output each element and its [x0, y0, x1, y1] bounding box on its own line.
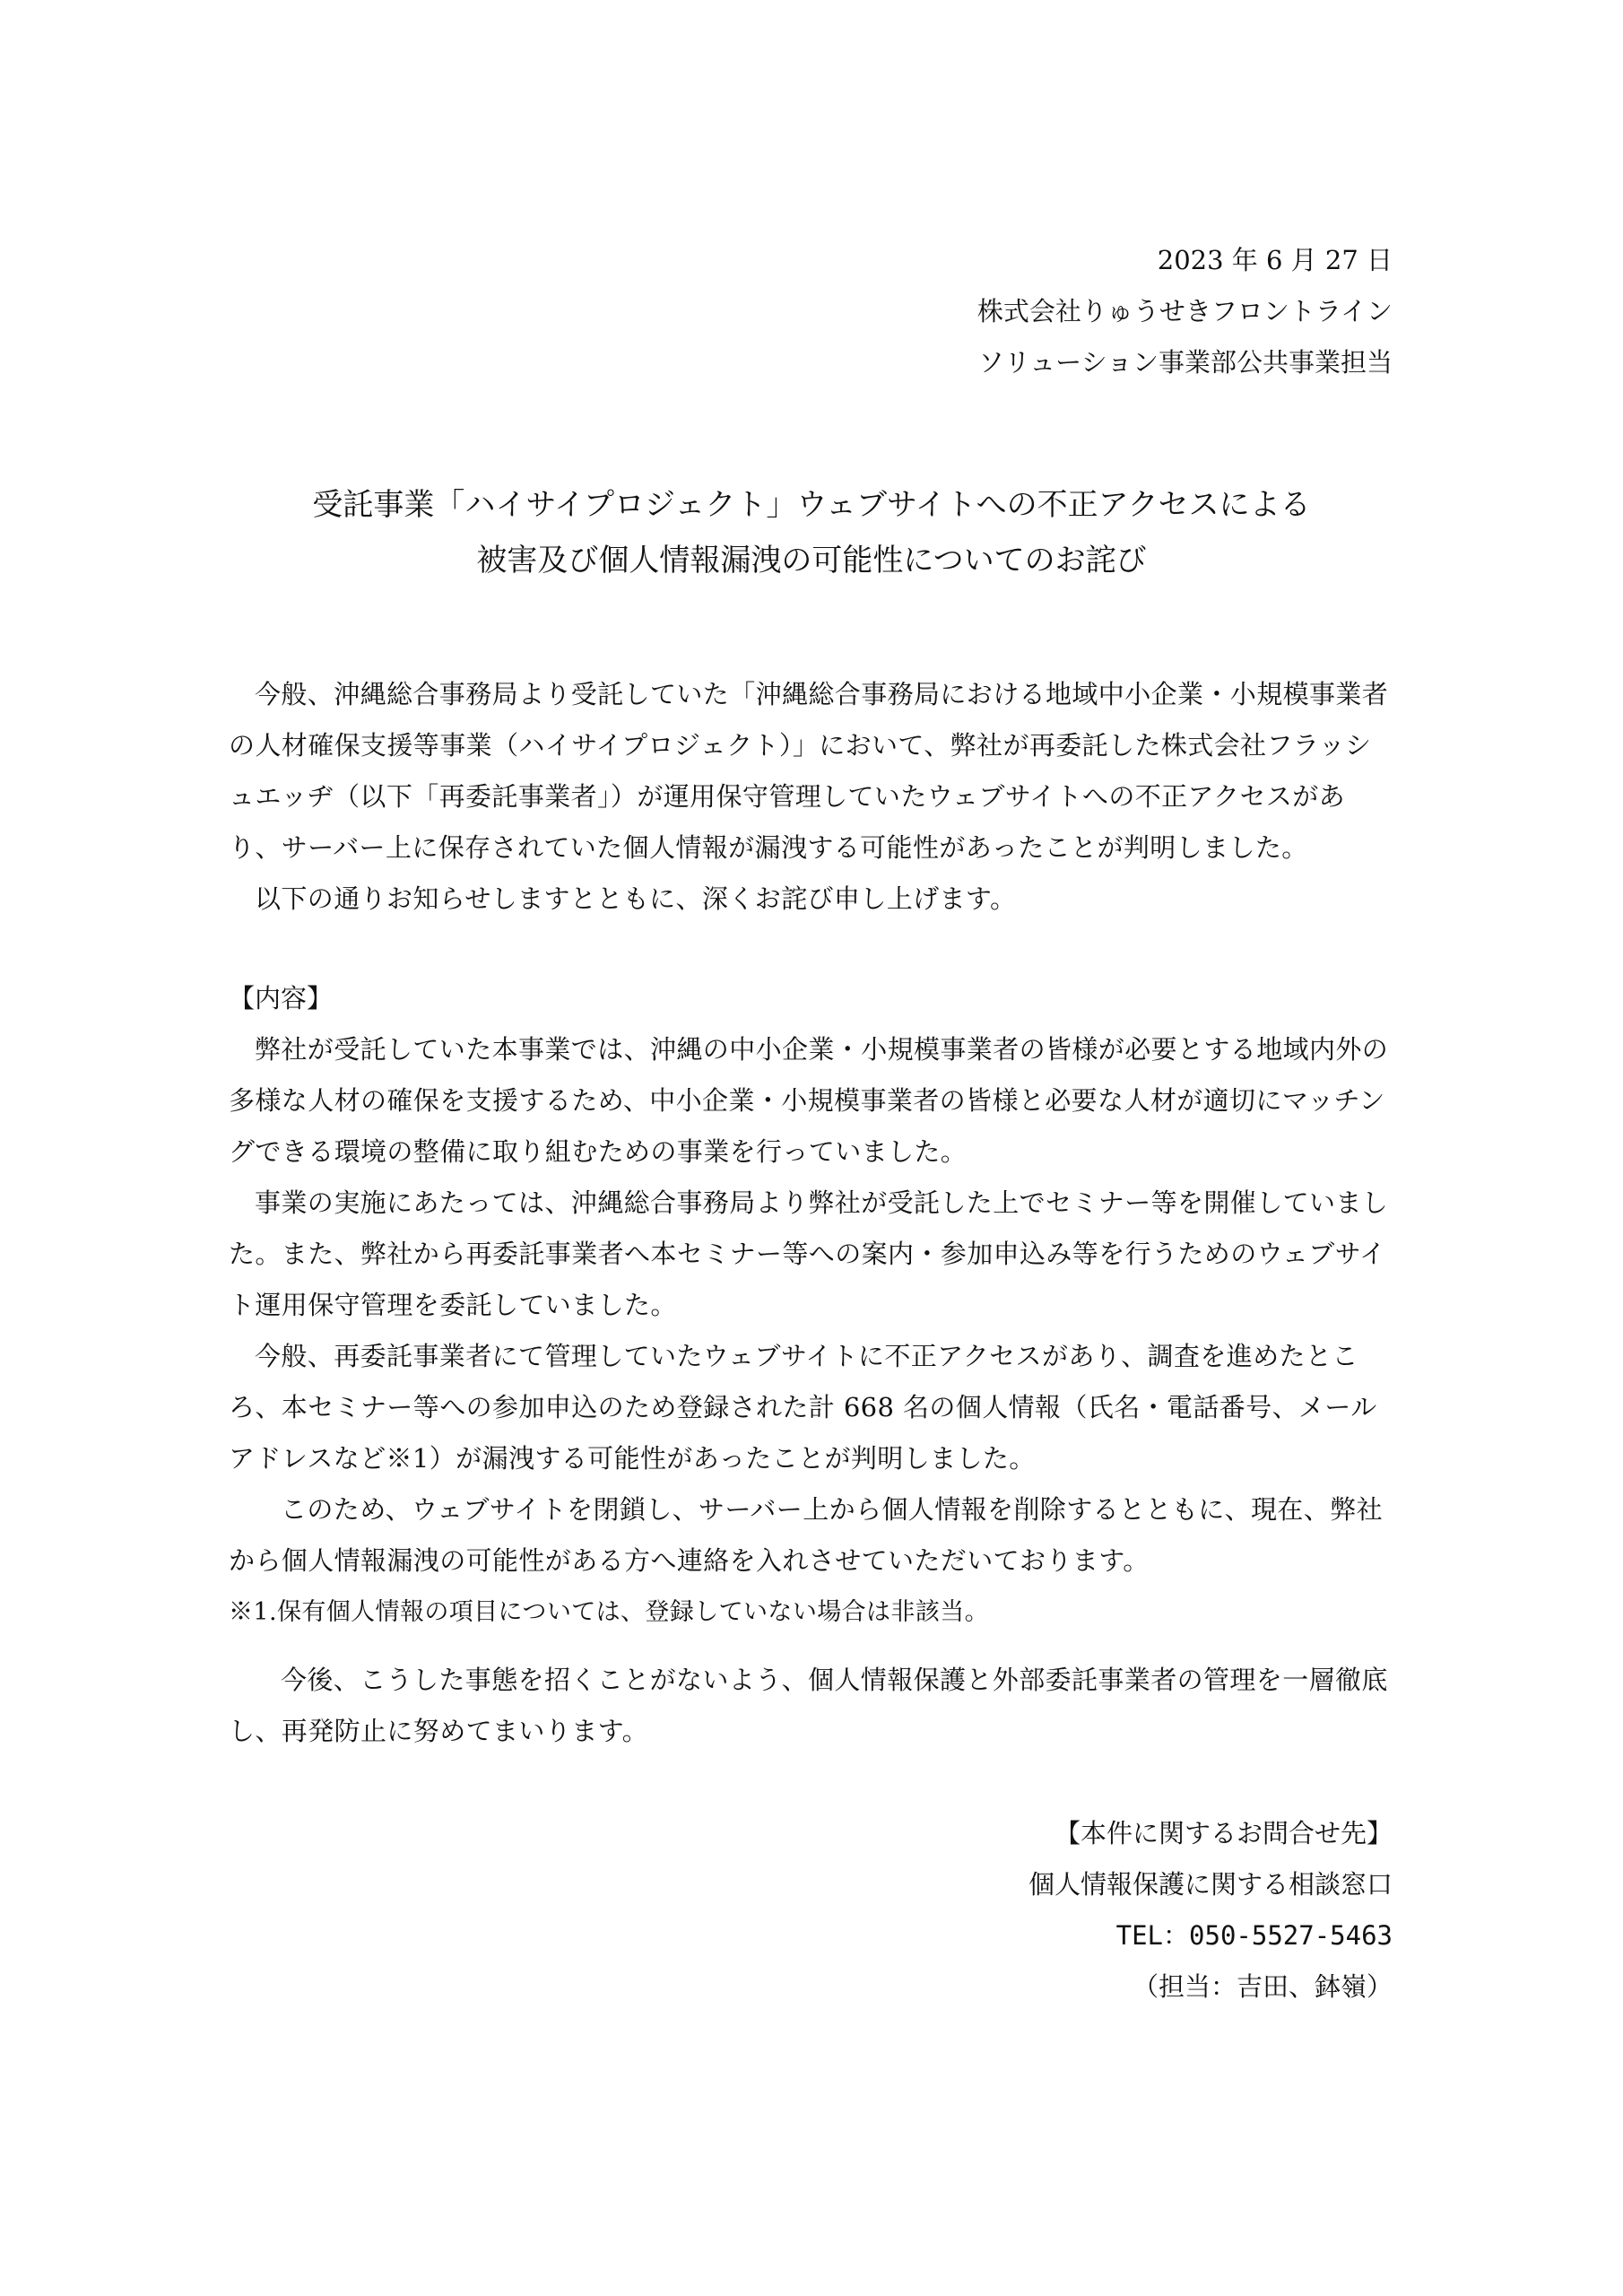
content-paragraph: 弊社が受託していた本事業では、沖縄の中小企業・小規模事業者の皆様が必要とする地域内外の多様な人材の確保を支援するため、中小企業・小規模事業者の皆様と必要な人材が適切にマッチングできる環境の整備に取り組むための事業を行っていました。: [229, 1034, 1389, 1167]
content-section: [229, 1024, 1394, 1638]
contact-heading: 【本件に関するお問合せ先】: [1054, 1818, 1393, 1848]
content-paragraph: 事業の実施にあたっては、沖縄総合事務局より弊社が受託した上でセミナー等を開催していました。また、弊社から再委託事業者へ本セミナー等への案内・参加申込み等を行うためのウェブサイト運用保守管理を委託していました。: [229, 1187, 1389, 1320]
closing-section: [229, 1655, 1394, 1757]
contact-block: [1028, 1808, 1393, 2013]
content-paragraph: このため、ウェブサイトを閉鎖し、サーバー上から個人情報を削除するとともに、現在、弊社から個人情報漏洩の可能性がある方へ連絡を入れさせていただいております。: [229, 1494, 1384, 1576]
contact-window: 個人情報保護に関する相談窓口: [1028, 1869, 1393, 1900]
intro-paragraph: 以下の通りお知らせしますとともに、深くお詫び申し上げます。: [255, 883, 1017, 914]
letter-header: [977, 235, 1393, 388]
title-line-1: 受託事業「ハイサイプロジェクト」ウェブサイトへの不正アクセスによる: [312, 487, 1311, 523]
intro-paragraph: 今般、沖縄総合事務局より受託していた「沖縄総合事務局における地域中小企業・小規模事業者の人材確保支援等事業（ハイサイプロジェクト）」において、弊社が再委託した株式会社フラッシュエッヂ（以下「再委託事業者」）が運用保守管理していたウェブサイトへの不正アクセスがあり、サーバー上に保存されていた個人情報が漏洩する可能性があったことが判明しました。: [229, 679, 1389, 863]
content-heading: 【内容】: [229, 983, 334, 1013]
content-paragraph: 今般、再委託事業者にて管理していたウェブサイトに不正アクセスがあり、調査を進めたところ、本セミナー等への参加申込のため登録された計 668 名の個人情報（氏名・電話番号、メールアドレスなど※1）が漏洩する可能性があったことが判明しました。: [229, 1341, 1377, 1474]
document-title: [230, 477, 1393, 588]
date: 2023 年 6 月 27 日: [1157, 245, 1393, 275]
intro-section: [229, 669, 1394, 925]
footnote: ※1.保有個人情報の項目については、登録していない場合は非該当。: [229, 1598, 990, 1626]
closing-paragraph: 今後、こうした事態を招くことがないよう、個人情報保護と外部委託事業者の管理を一層徹底し、再発防止に努めてまいります。: [229, 1665, 1388, 1746]
contact-persons: （担当：吉田、鉢嶺）: [1132, 1971, 1393, 2002]
company-name: 株式会社りゅうせきフロントライン: [976, 296, 1393, 326]
department-name: ソリューション事業部公共事業担当: [978, 347, 1393, 378]
title-line-2: 被害及び個人情報漏洩の可能性についてのお詫び: [476, 543, 1147, 578]
contact-phone: TEL：050-5527-5463: [1115, 1920, 1393, 1951]
